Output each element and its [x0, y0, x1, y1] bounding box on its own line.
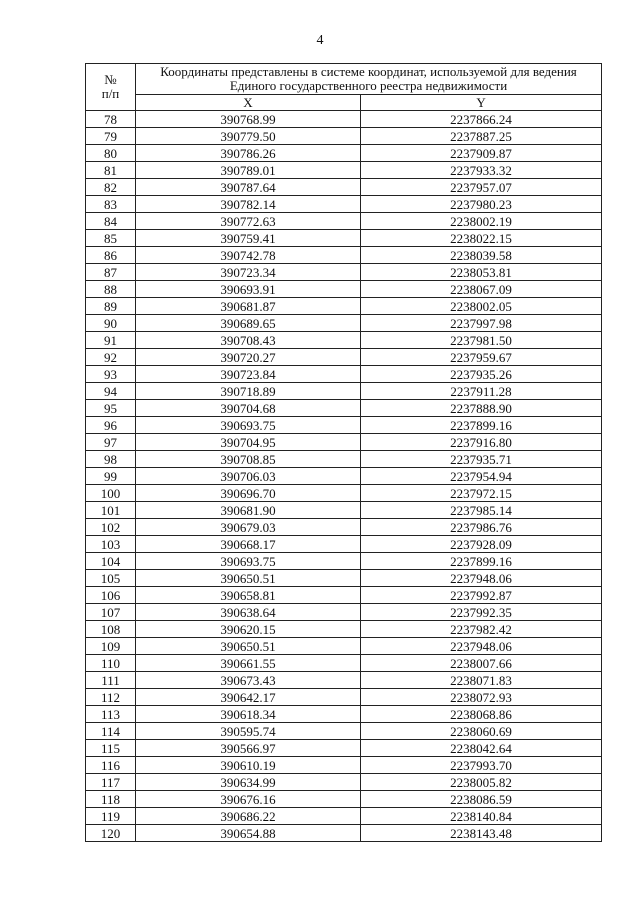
coordinate-system-caption: Координаты представлены в системе координат, используемой для ведения Единого государственного реестра недвижимости: [136, 64, 602, 95]
row-number-cell: 91: [86, 332, 136, 349]
table-row: [86, 485, 602, 502]
y-coordinate-cell: 2237888.90: [361, 400, 602, 417]
row-number-cell: 117: [86, 774, 136, 791]
table-row: [86, 298, 602, 315]
row-number-cell: 110: [86, 655, 136, 672]
table-row: [86, 587, 602, 604]
row-number-cell: 100: [86, 485, 136, 502]
table-row: [86, 400, 602, 417]
row-number-cell: 95: [86, 400, 136, 417]
row-number-cell: 118: [86, 791, 136, 808]
y-coordinate-cell: 2238005.82: [361, 774, 602, 791]
table-row: [86, 638, 602, 655]
row-number-cell: 115: [86, 740, 136, 757]
y-coordinate-cell: 2237980.23: [361, 196, 602, 213]
x-coordinate-cell: 390676.16: [136, 791, 361, 808]
x-coordinate-cell: 390789.01: [136, 162, 361, 179]
row-number-cell: 113: [86, 706, 136, 723]
x-column-header: X: [136, 95, 361, 111]
y-coordinate-cell: 2238039.58: [361, 247, 602, 264]
y-coordinate-cell: 2237909.87: [361, 145, 602, 162]
x-coordinate-cell: 390654.88: [136, 825, 361, 842]
row-number-abbrev: п/п: [101, 86, 120, 101]
table-row: [86, 162, 602, 179]
y-coordinate-cell: 2237959.67: [361, 349, 602, 366]
row-number-cell: 119: [86, 808, 136, 825]
x-coordinate-cell: 390786.26: [136, 145, 361, 162]
x-coordinate-cell: 390723.84: [136, 366, 361, 383]
table-row: [86, 723, 602, 740]
row-number-cell: 106: [86, 587, 136, 604]
table-row: [86, 247, 602, 264]
table-row: [86, 366, 602, 383]
x-coordinate-cell: 390638.64: [136, 604, 361, 621]
table-header: [86, 64, 602, 111]
y-coordinate-cell: 2237982.42: [361, 621, 602, 638]
row-number-cell: 114: [86, 723, 136, 740]
table-row: [86, 536, 602, 553]
table-row: [86, 553, 602, 570]
table-row: [86, 468, 602, 485]
x-coordinate-cell: 390689.65: [136, 315, 361, 332]
row-number-cell: 93: [86, 366, 136, 383]
x-coordinate-cell: 390686.22: [136, 808, 361, 825]
row-number-cell: 102: [86, 519, 136, 536]
x-coordinate-cell: 390681.87: [136, 298, 361, 315]
y-coordinate-cell: 2238086.59: [361, 791, 602, 808]
row-number-cell: 96: [86, 417, 136, 434]
x-coordinate-cell: 390650.51: [136, 570, 361, 587]
x-coordinate-cell: 390696.70: [136, 485, 361, 502]
row-number-cell: 99: [86, 468, 136, 485]
y-coordinate-cell: 2237899.16: [361, 417, 602, 434]
x-coordinate-cell: 390787.64: [136, 179, 361, 196]
row-number-cell: 109: [86, 638, 136, 655]
y-coordinate-cell: 2237916.80: [361, 434, 602, 451]
row-number-cell: 87: [86, 264, 136, 281]
y-coordinate-cell: 2237887.25: [361, 128, 602, 145]
table-row: [86, 196, 602, 213]
table-row: [86, 417, 602, 434]
y-coordinate-cell: 2238071.83: [361, 672, 602, 689]
row-number-cell: 103: [86, 536, 136, 553]
x-coordinate-cell: 390673.43: [136, 672, 361, 689]
row-number-cell: 84: [86, 213, 136, 230]
x-coordinate-cell: 390693.75: [136, 553, 361, 570]
table-row: [86, 111, 602, 128]
table-row: [86, 128, 602, 145]
table-row: [86, 655, 602, 672]
row-number-cell: 81: [86, 162, 136, 179]
y-coordinate-cell: 2238067.09: [361, 281, 602, 298]
table-row: [86, 825, 602, 842]
y-coordinate-cell: 2238053.81: [361, 264, 602, 281]
table-row: [86, 145, 602, 162]
row-number-cell: 82: [86, 179, 136, 196]
row-number-cell: 83: [86, 196, 136, 213]
x-coordinate-cell: 390779.50: [136, 128, 361, 145]
table-body: [86, 111, 602, 842]
table-row: [86, 740, 602, 757]
table-row: [86, 621, 602, 638]
y-coordinate-cell: 2237899.16: [361, 553, 602, 570]
row-number-cell: 105: [86, 570, 136, 587]
row-number-cell: 86: [86, 247, 136, 264]
table-row: [86, 502, 602, 519]
y-coordinate-cell: 2237911.28: [361, 383, 602, 400]
x-coordinate-cell: 390634.99: [136, 774, 361, 791]
table-row: [86, 332, 602, 349]
table-row: [86, 791, 602, 808]
y-coordinate-cell: 2237957.07: [361, 179, 602, 196]
row-number-cell: 108: [86, 621, 136, 638]
y-coordinate-cell: 2237985.14: [361, 502, 602, 519]
row-number-cell: 89: [86, 298, 136, 315]
y-coordinate-cell: 2238140.84: [361, 808, 602, 825]
table-row: [86, 264, 602, 281]
y-coordinate-cell: 2238068.86: [361, 706, 602, 723]
header-row: [86, 64, 602, 95]
table-row: [86, 689, 602, 706]
row-number-cell: 111: [86, 672, 136, 689]
y-coordinate-cell: 2237981.50: [361, 332, 602, 349]
x-coordinate-cell: 390679.03: [136, 519, 361, 536]
y-coordinate-cell: 2237933.32: [361, 162, 602, 179]
row-number-cell: 112: [86, 689, 136, 706]
row-number-cell: 104: [86, 553, 136, 570]
x-coordinate-cell: 390704.68: [136, 400, 361, 417]
x-coordinate-cell: 390782.14: [136, 196, 361, 213]
x-coordinate-cell: 390704.95: [136, 434, 361, 451]
y-coordinate-cell: 2237948.06: [361, 638, 602, 655]
x-coordinate-cell: 390759.41: [136, 230, 361, 247]
y-coordinate-cell: 2237866.24: [361, 111, 602, 128]
x-coordinate-cell: 390650.51: [136, 638, 361, 655]
x-coordinate-cell: 390595.74: [136, 723, 361, 740]
row-number-cell: 80: [86, 145, 136, 162]
row-number-cell: 85: [86, 230, 136, 247]
row-number-cell: 107: [86, 604, 136, 621]
table-row: [86, 570, 602, 587]
y-coordinate-cell: 2237948.06: [361, 570, 602, 587]
x-coordinate-cell: 390723.34: [136, 264, 361, 281]
x-coordinate-cell: 390610.19: [136, 757, 361, 774]
row-number-cell: 88: [86, 281, 136, 298]
row-number-cell: 116: [86, 757, 136, 774]
axis-header-row: [86, 95, 602, 111]
x-coordinate-cell: 390681.90: [136, 502, 361, 519]
table-row: [86, 757, 602, 774]
row-number-cell: 94: [86, 383, 136, 400]
x-coordinate-cell: 390768.99: [136, 111, 361, 128]
table-row: [86, 315, 602, 332]
y-coordinate-cell: 2238002.05: [361, 298, 602, 315]
x-coordinate-cell: 390720.27: [136, 349, 361, 366]
page-number: 4: [316, 33, 324, 48]
y-coordinate-cell: 2238060.69: [361, 723, 602, 740]
x-coordinate-cell: 390693.75: [136, 417, 361, 434]
x-coordinate-cell: 390642.17: [136, 689, 361, 706]
x-coordinate-cell: 390772.63: [136, 213, 361, 230]
table-row: [86, 179, 602, 196]
y-coordinate-cell: 2238022.15: [361, 230, 602, 247]
coordinates-table: [85, 63, 602, 842]
table-row: [86, 213, 602, 230]
x-coordinate-cell: 390706.03: [136, 468, 361, 485]
row-number-header: [86, 64, 136, 111]
row-number-cell: 97: [86, 434, 136, 451]
y-coordinate-cell: 2237928.09: [361, 536, 602, 553]
row-number-cell: 98: [86, 451, 136, 468]
table-row: [86, 706, 602, 723]
table-row: [86, 519, 602, 536]
table-row: [86, 349, 602, 366]
y-coordinate-cell: 2237997.98: [361, 315, 602, 332]
row-number-cell: 101: [86, 502, 136, 519]
row-number-cell: 90: [86, 315, 136, 332]
table-row: [86, 383, 602, 400]
y-coordinate-cell: 2238042.64: [361, 740, 602, 757]
x-coordinate-cell: 390661.55: [136, 655, 361, 672]
y-coordinate-cell: 2237972.15: [361, 485, 602, 502]
y-coordinate-cell: 2238007.66: [361, 655, 602, 672]
row-number-cell: 78: [86, 111, 136, 128]
table-row: [86, 604, 602, 621]
y-coordinate-cell: 2237935.71: [361, 451, 602, 468]
y-coordinate-cell: 2237992.87: [361, 587, 602, 604]
y-coordinate-cell: 2237954.94: [361, 468, 602, 485]
row-number-cell: 79: [86, 128, 136, 145]
x-coordinate-cell: 390620.15: [136, 621, 361, 638]
y-coordinate-cell: 2237986.76: [361, 519, 602, 536]
table-row: [86, 672, 602, 689]
y-coordinate-cell: 2237993.70: [361, 757, 602, 774]
x-coordinate-cell: 390668.17: [136, 536, 361, 553]
table-row: [86, 774, 602, 791]
x-coordinate-cell: 390566.97: [136, 740, 361, 757]
table-row: [86, 281, 602, 298]
y-column-header: Y: [361, 95, 602, 111]
table-row: [86, 451, 602, 468]
x-coordinate-cell: 390718.89: [136, 383, 361, 400]
x-coordinate-cell: 390708.43: [136, 332, 361, 349]
row-number-cell: 120: [86, 825, 136, 842]
number-sign: №: [104, 72, 117, 87]
table-row: [86, 808, 602, 825]
y-coordinate-cell: 2237992.35: [361, 604, 602, 621]
y-coordinate-cell: 2237935.26: [361, 366, 602, 383]
x-coordinate-cell: 390658.81: [136, 587, 361, 604]
y-coordinate-cell: 2238072.93: [361, 689, 602, 706]
row-number-cell: 92: [86, 349, 136, 366]
x-coordinate-cell: 390618.34: [136, 706, 361, 723]
x-coordinate-cell: 390693.91: [136, 281, 361, 298]
x-coordinate-cell: 390742.78: [136, 247, 361, 264]
y-coordinate-cell: 2238143.48: [361, 825, 602, 842]
table-row: [86, 434, 602, 451]
table-row: [86, 230, 602, 247]
y-coordinate-cell: 2238002.19: [361, 213, 602, 230]
x-coordinate-cell: 390708.85: [136, 451, 361, 468]
